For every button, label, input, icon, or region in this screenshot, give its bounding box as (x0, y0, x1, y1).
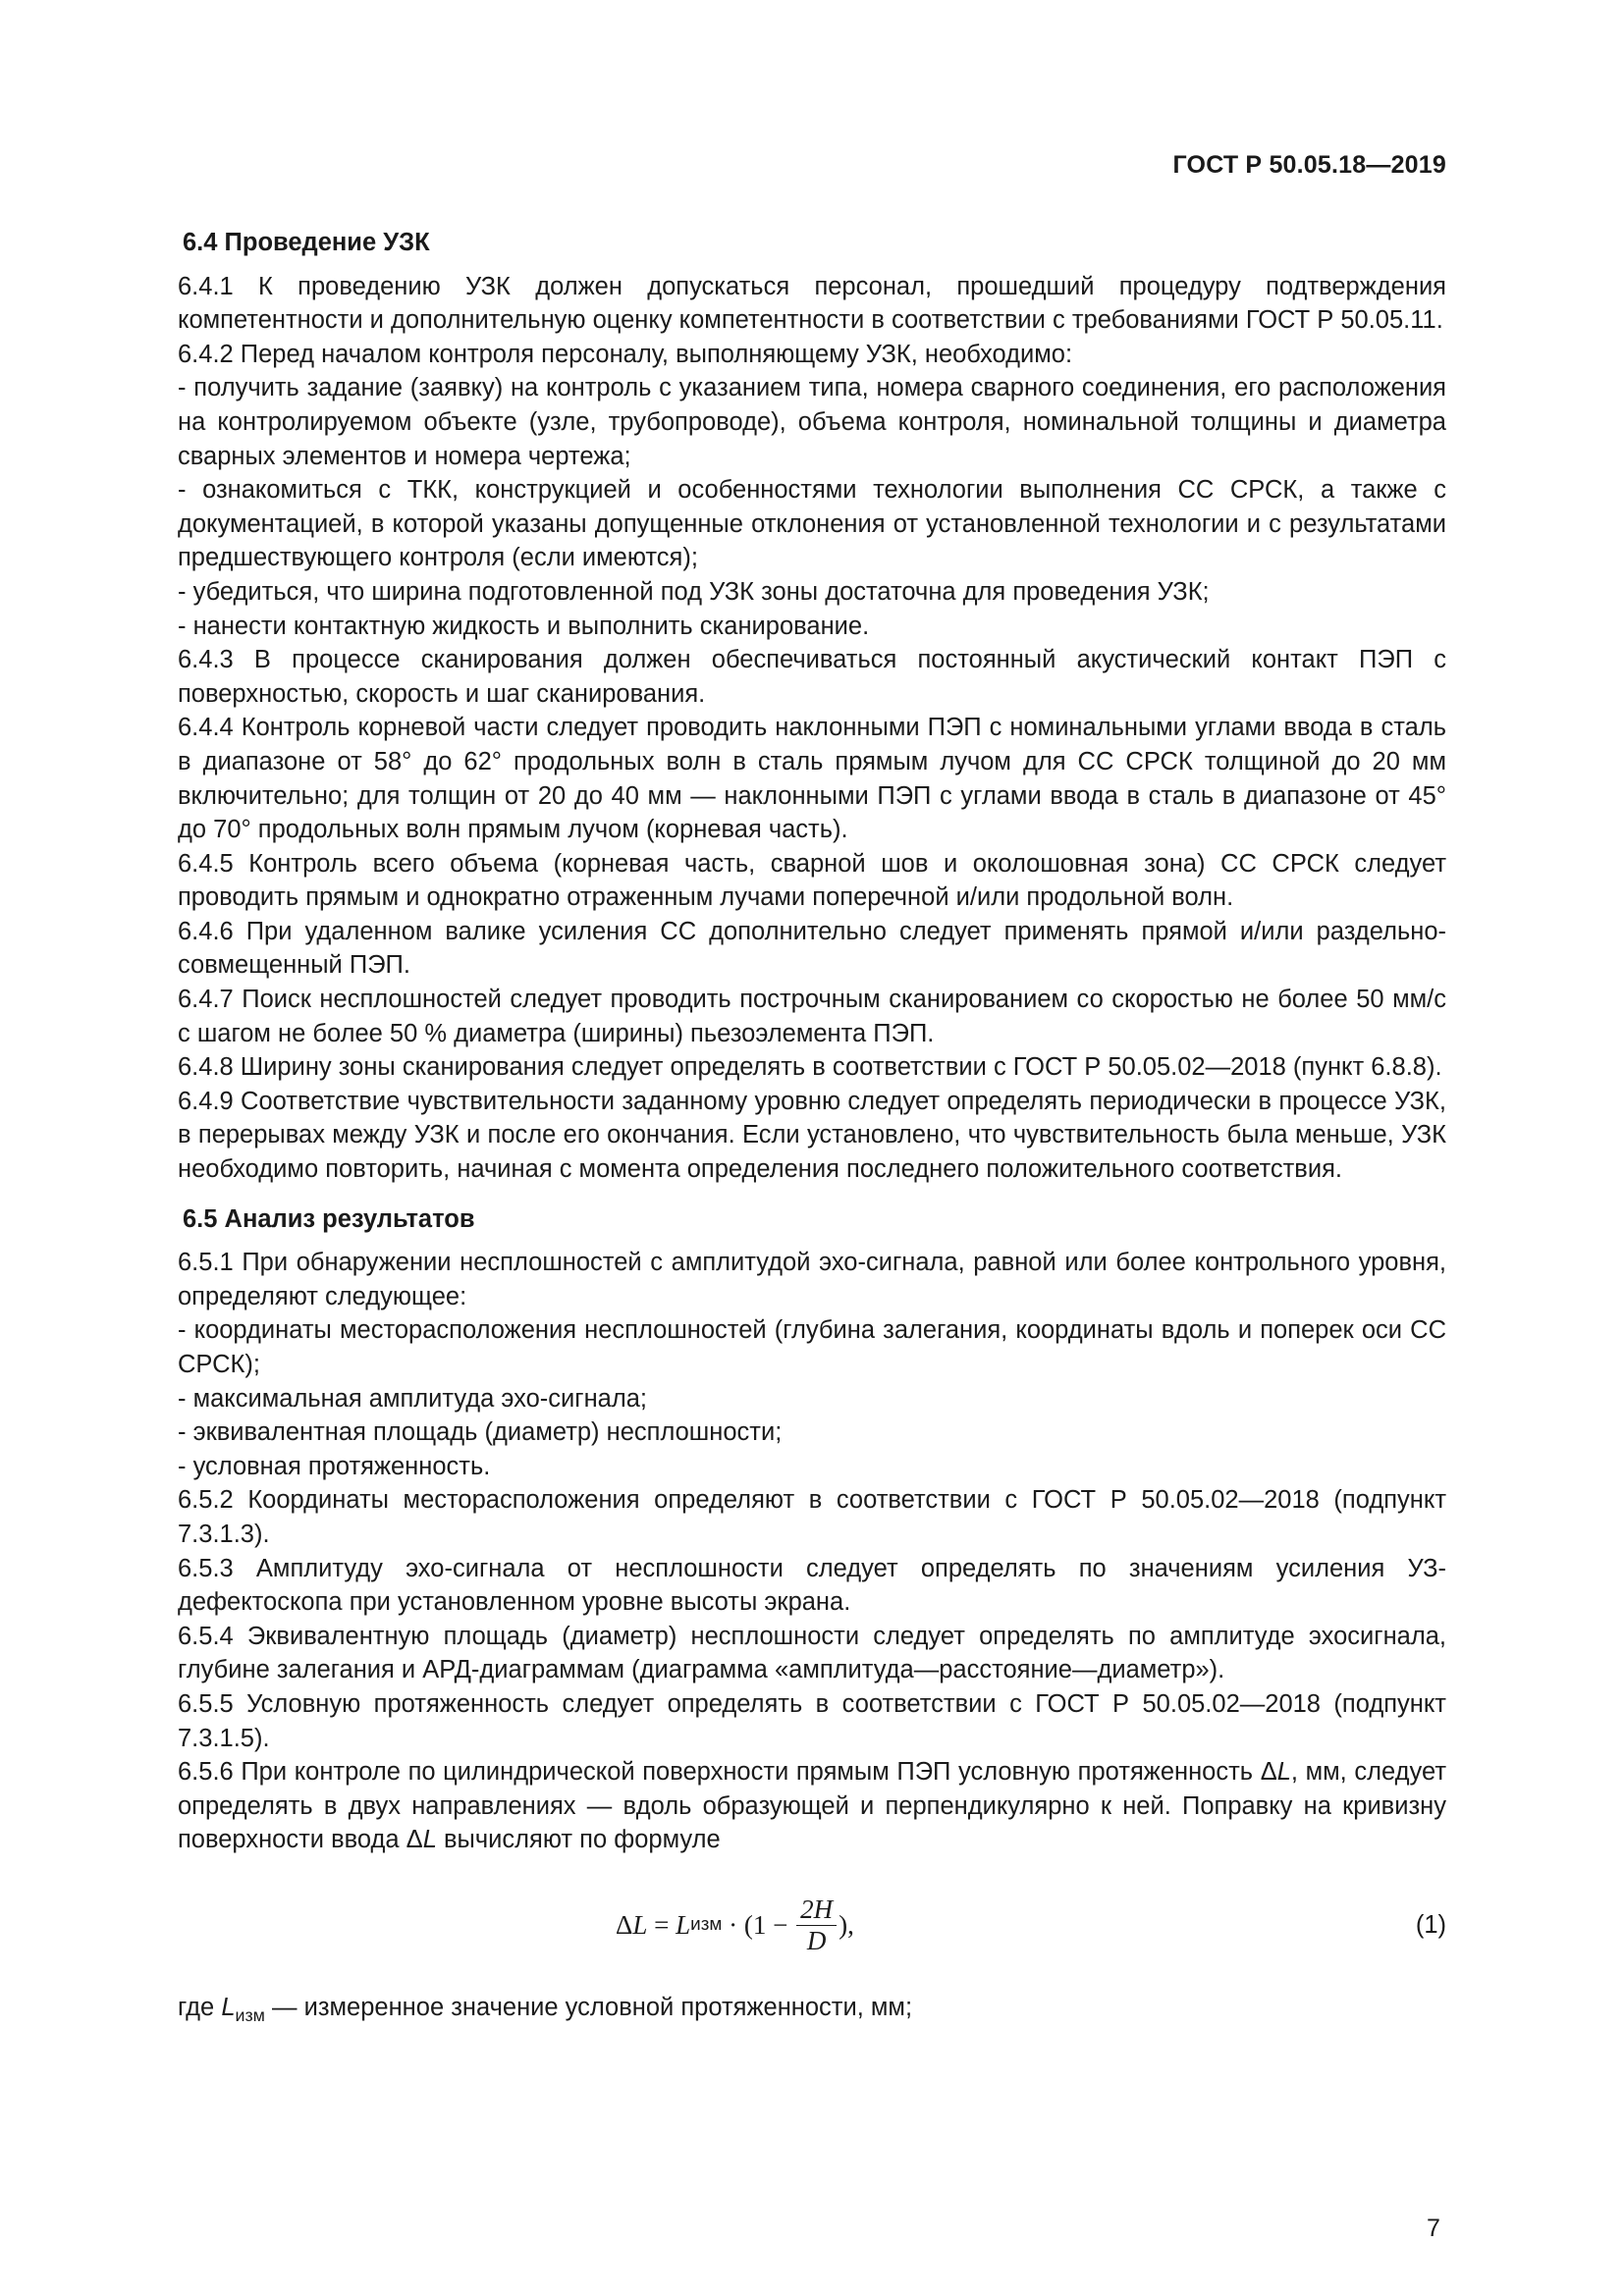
equals-sign: = (647, 1910, 677, 1941)
list-item: - получить задание (заявку) на контроль с указанием типа, номера сварного соединения, его расположения на контролируемом объекте (узле, трубопроводе), объема контроля, номинальной толщины и диаметра сварных элементов и номера чертежа; (178, 374, 1446, 470)
list-item: - убедиться, что ширина подготовленной под УЗК зоны достаточна для проведения УЗК; (178, 577, 1210, 606)
text-run: где (178, 1993, 222, 2021)
list-item: - ознакомиться с ТКК, конструкцией и особенностями технологии выполнения СС СРСК, а также с документацией, в которой указаны допущенные отклонения от установленной технологии и с результатами предшествующего контроля (если имеются); (178, 476, 1446, 572)
paragraph-6-5-3: 6.5.3 Амплитуду эхо-сигнала от несплошности следует определять по значениям усиления УЗ-дефектоскопа при установленном уровне высоты экрана. (178, 1554, 1446, 1617)
formula-1 (616, 1895, 854, 1956)
paragraph-6-4-9: 6.4.9 Соответствие чувствительности заданному уровню следует определять периодически в процессе УЗК, в перерывах между УЗК и после его окончания. Если установлено, что чувствительность была меньше, УЗК необходимо повторить, начиная с момента определения последнего положительного соответствия. (178, 1087, 1446, 1184)
page-number: 7 (1427, 2215, 1440, 2242)
list-item: - эквивалентная площадь (диаметр) несплошности; (178, 1418, 783, 1447)
formula-subscript: изм (690, 1914, 723, 1936)
formula-block (178, 1873, 1446, 1981)
text-run: , мм, следует определять в двух направлениях — вдоль образующей и перпендикулярно к ней. Поправку на кривизну поверхности ввода Δ (178, 1758, 1446, 1854)
paragraph-6-4-7: 6.4.7 Поиск несплошностей следует проводить построчным сканированием со скоростью не более 50 мм/с с шагом не более 50 % диаметра (ширины) пьезоэлемента ПЭП. (178, 986, 1446, 1047)
variable-L: L (1276, 1758, 1291, 1787)
text-run: 6.5.6 При контроле по цилиндрической поверхности прямым ПЭП условную протяженность Δ (178, 1758, 1277, 1787)
formula-middle: · (1 − (722, 1910, 795, 1941)
text-run: — измеренное значение условной протяженности, мм; (264, 1993, 913, 2021)
document-body (178, 226, 1446, 2033)
section-heading-6-5: 6.5 Анализ результатов (183, 1204, 475, 1233)
formula-number: (1) (1415, 1910, 1446, 1939)
formula-end: ), (839, 1910, 854, 1941)
paragraph-6-5-4: 6.5.4 Эквивалентную площадь (диаметр) несплошности следует определять по амплитуде эхосигнала, глубине залегания и АРД-диаграммам (диаграмма «амплитуда—расстояние—диаметр»). (178, 1622, 1446, 1684)
legend-subscript: изм (235, 2004, 265, 2025)
delta-symbol: Δ (616, 1910, 633, 1941)
legend-var-L: L (221, 1993, 236, 2021)
paragraph-6-4-2: 6.4.2 Перед началом контроля персоналу, выполняющему УЗК, необходимо: (178, 340, 1073, 368)
text-run: вычисляют по формуле (436, 1826, 721, 1854)
formula-var-L-meas: L (676, 1910, 691, 1941)
list-item: - максимальная амплитуда эхо-сигнала; (178, 1384, 647, 1413)
section-heading-6-4: 6.4 Проведение УЗК (183, 229, 430, 256)
formula-var-L: L (632, 1910, 648, 1941)
paragraph-6-4-1: 6.4.1 К проведению УЗК должен допускаться персонал, прошедший процедуру подтверждения компетентности и дополнительную оценку компетентности в соответствии с требованиями ГОСТ Р 50.05.11. (178, 272, 1446, 335)
paragraph-6-4-6: 6.4.6 При удаленном валике усиления СС дополнительно следует применять прямой и/или раздельно-совмещенный ПЭП. (178, 917, 1446, 980)
list-item: - условная протяженность. (178, 1452, 491, 1480)
paragraph-6-5-1: 6.5.1 При обнаружении несплошностей с амплитудой эхо-сигнала, равной или более контрольного уровня, определяют следующее: (178, 1249, 1446, 1310)
paragraph-6-4-3: 6.4.3 В процессе сканирования должен обеспечиваться постоянный акустический контакт ПЭП с поверхностью, скорость и шаг сканирования. (178, 646, 1446, 708)
formula-legend (178, 1991, 1446, 2033)
document-id: ГОСТ Р 50.05.18—2019 (1172, 151, 1446, 179)
variable-L: L (422, 1826, 437, 1854)
paragraph-6-4-5: 6.4.5 Контроль всего объема (корневая часть, сварной шов и околошовная зона) СС СРСК следует проводить прямым и однократно отраженным лучами поперечной и/или продольной волн. (178, 849, 1446, 912)
paragraph-6-5-2: 6.5.2 Координаты месторасположения определяют в соответствии с ГОСТ Р 50.05.02—2018 (подпункт 7.3.1.3). (178, 1486, 1446, 1548)
fraction (796, 1895, 837, 1956)
paragraph-6-4-4: 6.4.4 Контроль корневой части следует проводить наклонными ПЭП с номинальными углами ввода в сталь в диапазоне от 58° до 62° продольных волн в сталь прямым лучом для СС СРСК толщиной до 20 мм включительно; для толщин от 20 до 40 мм — наклонными ПЭП с углами ввода в сталь в диапазоне от 45° до 70° продольных волн прямым лучом (корневая часть). (178, 714, 1446, 844)
list-item: - координаты месторасположения несплошностей (глубина залегания, координаты вдоль и поперек оси СС СРСК); (178, 1316, 1446, 1378)
paragraph-6-4-8: 6.4.8 Ширину зоны сканирования следует определять в соответствии с ГОСТ Р 50.05.02—2018 (пункт 6.8.8). (178, 1053, 1442, 1082)
list-item: - нанести контактную жидкость и выполнить сканирование. (178, 612, 870, 640)
fraction-numerator: 2H (796, 1895, 837, 1926)
paragraph-6-5-5: 6.5.5 Условную протяженность следует определять в соответствии с ГОСТ Р 50.05.02—2018 (подпункт 7.3.1.5). (178, 1689, 1446, 1752)
fraction-denominator: D (806, 1925, 827, 1955)
paragraph-6-5-6 (178, 1755, 1446, 1857)
